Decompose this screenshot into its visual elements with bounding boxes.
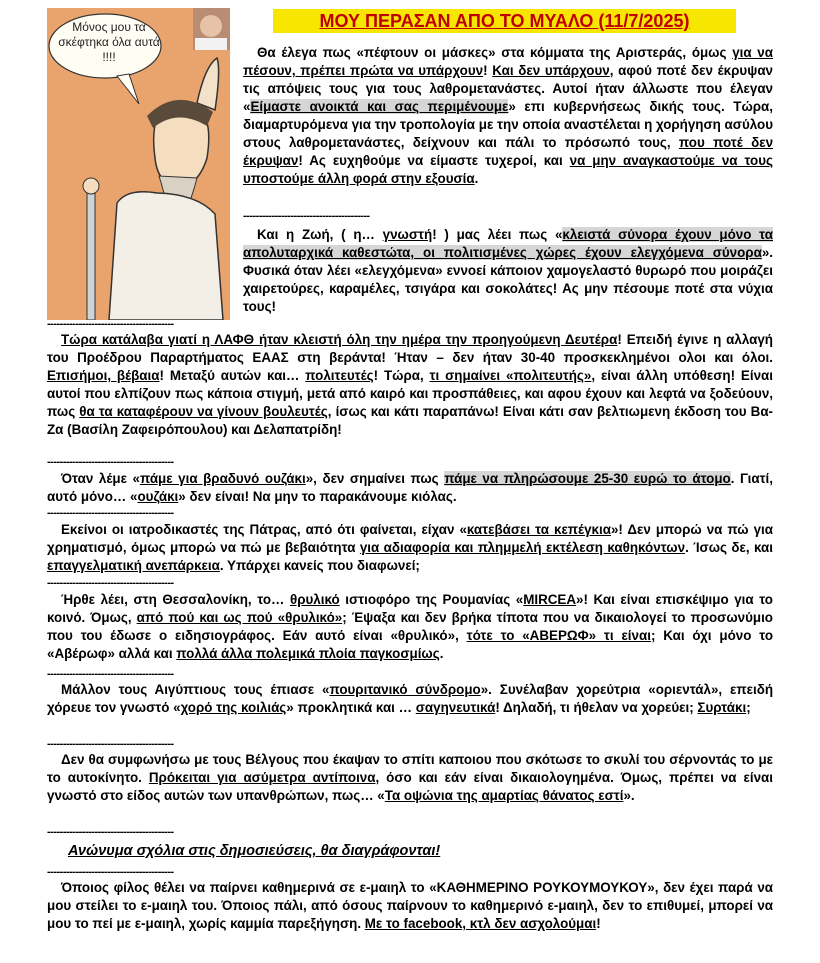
paragraph-patras: Εκείνοι οι ιατροδικαστές της Πάτρας, από ότι φαίνεται, είχαν «κατεβάσει τα κεπέγκια»! Δεν μπορώ να πώ για χρηματισμό, όμως μπορώ να πώ με βεβαιότητα για αδιαφορία και πλημμελή εκτέλεση καθηκόντων. Ίσως δε, και επαγγελματική ανεπάρκεια. Υπάρχει κανείς που διαφωνεί; <box>47 522 773 573</box>
paragraph-zoe: Και η Ζωή, ( η… γνωστή! ) μας λέει πως «κλειστά σύνορα έχουν μόνο τα απολυταρχικά καθεστώτα, οι πολιτισμένες χώρες έχουν ελεγχόμενα σύνορα». Φυσικά όταν λέει «ελεγχόμενα» εννοεί κάποιον χαμογελαστό θυρωρό που μοιράζει χαιρετούρες, καραμέλες, τσιγάρα και σοκολάτες! Ας μην πέσουμε ποτέ στα νύχια τους! <box>243 227 773 314</box>
separator: ---------------------------------------- <box>47 507 174 519</box>
paragraph-masks: Θα έλεγα πως «πέφτουν οι μάσκες» στα κόμματα της Αριστεράς, όμως για να πέσουν, πρέπει πρώτα να υπάρχουν! Και δεν υπάρχουν, αφού ποτέ δεν έκρυψαν τις απόψεις τους για τους λαθρομετανάστες. Αυτοί ήταν άλλωστε που έλεγαν «Είμαστε ανοικτά και σας περιμένουμε» επι κυβερνήσεως δικής τους. Τώρα, διαμαρτυρόμενα για την τροπολογία με την οποία αναστέλεται η χορήγηση ασύλου στους λαθρομετανάστες, δείχνουν και πάλι το πρόσωπό τους, που ποτέ δεν έκρυψαν! Ας ευχηθούμε να είμαστε τυχεροί, και να μην αναγκαστούμε να τους υποστούμε άλλη φορά στην εξουσία. <box>243 45 774 186</box>
paragraph-belgium: Δεν θα συμφωνήσω με τους Βέλγους που έκαψαν το σπίτι καποιου που σκότωσε το σκυλί του σέρνοντάς το με το αυτοκίνητο. Πρόκειται για ασύμετρα αντίποινα, όσο και εάν είναι δικαιολογημένα. Όμως, πρέπει να είναι γνωστό στο είδος αυτών των υπανθρώπων, πως… «Τα οψώνια της αμαρτίας θάνατος εστί». <box>47 752 773 803</box>
paragraph-email: Όποιος φίλος θέλει να παίρνει καθημερινά σε ε-μαιηλ το «ΚΑΘΗΜΕΡΙΝΟ ΡΟΥΚΟΥΜΟΥΚΟΥ», δεν έχει παρά να μου στείλει το ε-μαιηλ του. Όποιος πάλι, από όσους παίρνουν το καθημερινό ε-μαιηλ, δεν το επιθυμεί, μπορεί να μου το πεί με ε-μαιηλ, χωρίς καμμία παρεξήγηση. Με το facebook, κτλ δεν ασχολούμαι! <box>47 880 773 931</box>
separator: ---------------------------------------- <box>47 456 174 468</box>
separator: ---------------------------------------- <box>47 577 174 589</box>
separator: ---------------------------------------- <box>47 826 174 838</box>
paragraph-mircea: Ήρθε λέει, στη Θεσσαλονίκη, το… θρυλικό ιστιοφόρο της Ρουμανίας «MIRCEA»! Και είναι επισκέψιμο για το κοινό. Όμως, από πού και ως πού «θρυλικό»; Έψαξα και δεν βρήκα τίποτα που να δικαιολογεί το προσωνύμιο που του έδωσε ο ειδησιογράφος. Εάν αυτό είναι «θρυλικό», τότε το «ΑΒΕΡΩΦ» τι είναι; Και όχι μόνο το «Αβέρωφ» αλλά και πολλά άλλα πολεμικά πλοία παγκοσμίως. <box>47 592 774 661</box>
separator: ---------------------------------------- <box>47 318 174 330</box>
paragraph-egypt: Μάλλον τους Αιγύπτιους τους έπιασε «πουριτανικό σύνδρομο». Συνέλαβαν χορεύτρια «οριεντάλ», επειδή χόρευε τον γνωστό «χορό της κοιλιάς» προκλητικά και … σαγηνευτικά! Δηλαδή, τι ήθελαν να χορεύει; Συρτάκι; <box>47 682 774 715</box>
separator: ---------------------------------------- <box>47 668 174 680</box>
paragraph-lafth: Τώρα κατάλαβα γιατί η ΛΑΦΘ ήταν κλειστή όλη την ημέρα την προηγούμενη Δευτέρα! Επειδή έγινε η αλλαγή του Προέδρου Παραρτήματος ΕΑΑΣ στη βεράντα! Ήταν – δεν ήταν 30-40 προσκεκλημένοι ολοι και όλοι. Επισήμοι, βέβαια! Μεταξύ αυτών και… πολιτευτές! Τώρα, τι σημαίνει «πολιτευτής», είναι άλλη υπόθεση! Είναι αυτοί που ελπίζουν πως κάποια στιγμή, μετά από καιρό και προσπάθειες, και αφου έχουν και λεφτά να ξοδεύουν, πως θα τα καταφέρουν να γίνουν βουλευτές, ίσως και κάτι παραπάνω! Είναι κάτι σαν βελτιωμενη έκδοση του Βα-Ζα (Βασίλη Ζαφειρόπουλου) και Δελαπατρίδη! <box>47 332 774 437</box>
anonymous-comments-notice: Ανώνυμα σχόλια στις δημοσιεύσεις, θα διαγράφονται! <box>68 843 441 859</box>
cartoon-illustration <box>47 8 230 320</box>
page-title: ΜΟΥ ΠΕΡΑΣΑΝ ΑΠΟ ΤΟ ΜΥΑΛΟ (11/7/2025) <box>273 9 736 33</box>
separator: ---------------------------------------- <box>47 738 174 750</box>
separator: ---------------------------------------- <box>243 210 370 222</box>
speech-bubble: Μόνος μου τα σκέφτηκα όλα αυτά !!!! <box>58 20 160 64</box>
separator: ---------------------------------------- <box>47 866 174 878</box>
paragraph-ouzaki: Όταν λέμε «πάμε για βραδυνό ουζάκι», δεν σημαίνει πως πάμε να πληρώσουμε 25-30 ευρώ το άτομο. Γιατί, αυτό μόνο… «ουζάκι» δεν είναι! Να μην το παρακάνουμε κιόλας. <box>47 471 773 504</box>
